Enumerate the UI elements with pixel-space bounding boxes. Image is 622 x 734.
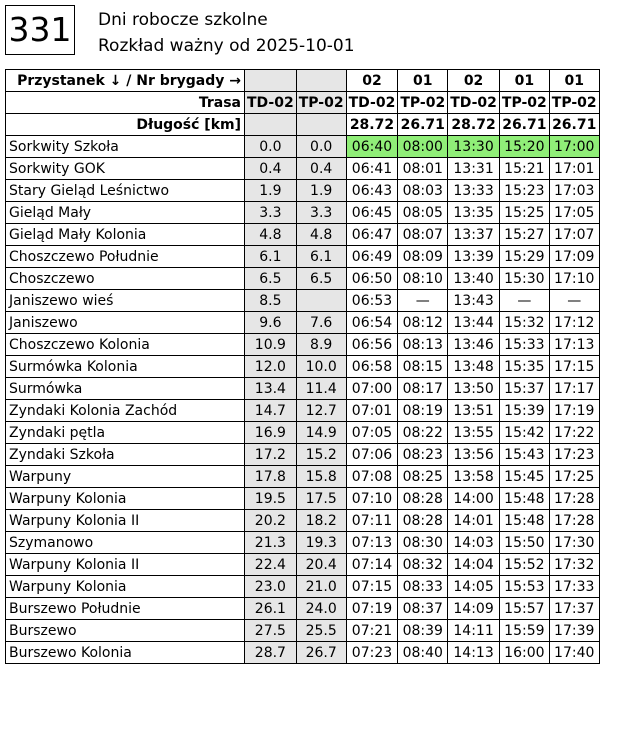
km-header-empty — [296, 114, 346, 136]
departure-time: 13:51 — [448, 400, 500, 422]
stop-km-tp: 14.9 — [296, 422, 346, 444]
departure-time: 07:23 — [346, 642, 398, 664]
departure-time: — — [549, 290, 599, 312]
departure-time: 13:39 — [448, 246, 500, 268]
km-header-empty — [245, 114, 297, 136]
brigade-number: 02 — [346, 70, 398, 92]
departure-time: 15:48 — [499, 488, 549, 510]
departure-time: 08:30 — [398, 532, 448, 554]
departure-time: 06:45 — [346, 202, 398, 224]
departure-time: 15:45 — [499, 466, 549, 488]
stop-km-tp: 17.5 — [296, 488, 346, 510]
departure-time: 15:42 — [499, 422, 549, 444]
brigade-number: 01 — [398, 70, 448, 92]
departure-time: 13:46 — [448, 334, 500, 356]
stop-row — [6, 400, 600, 422]
departure-time: 17:28 — [549, 488, 599, 510]
stop-row — [6, 378, 600, 400]
departure-time: 17:15 — [549, 356, 599, 378]
brigade-number: 02 — [448, 70, 500, 92]
stop-row — [6, 312, 600, 334]
brigade-row — [6, 70, 600, 92]
stop-name: Zyndaki pętla — [6, 422, 245, 444]
stop-km-tp: 1.9 — [296, 180, 346, 202]
stop-km-td: 3.3 — [245, 202, 297, 224]
departure-time: 06:49 — [346, 246, 398, 268]
departure-time: 15:57 — [499, 598, 549, 620]
departure-time: 08:15 — [398, 356, 448, 378]
stop-row — [6, 136, 600, 158]
km-header-empty — [245, 70, 297, 92]
stop-row — [6, 466, 600, 488]
trip-trasa: TP-02 — [398, 92, 448, 114]
trip-length: 26.71 — [398, 114, 448, 136]
departure-time: 08:09 — [398, 246, 448, 268]
trasa-label: Trasa — [6, 92, 245, 114]
corner-label: Przystanek ↓ / Nr brygady → — [6, 70, 245, 92]
stop-km-td: 0.4 — [245, 158, 297, 180]
stop-row — [6, 620, 600, 642]
departure-time: 15:53 — [499, 576, 549, 598]
schedule-day-type: Dni robocze szkolne — [98, 10, 268, 30]
trip-length: 28.72 — [346, 114, 398, 136]
stop-km-td: 0.0 — [245, 136, 297, 158]
departure-time: 08:12 — [398, 312, 448, 334]
stop-km-tp: 18.2 — [296, 510, 346, 532]
length-row — [6, 114, 600, 136]
departure-time: 17:33 — [549, 576, 599, 598]
route-number: 331 — [5, 5, 75, 55]
stop-km-td: 19.5 — [245, 488, 297, 510]
departure-time: 06:40 — [346, 136, 398, 158]
departure-time: 07:21 — [346, 620, 398, 642]
departure-time: 17:05 — [549, 202, 599, 224]
departure-time: 15:27 — [499, 224, 549, 246]
stop-name: Gieląd Mały — [6, 202, 245, 224]
stop-km-td: 6.1 — [245, 246, 297, 268]
departure-time: 13:30 — [448, 136, 500, 158]
stop-name: Stary Gieląd Leśnictwo — [6, 180, 245, 202]
departure-time: 08:00 — [398, 136, 448, 158]
stop-km-tp: 19.3 — [296, 532, 346, 554]
valid-from: Rozkład ważny od 2025-10-01 — [98, 36, 355, 56]
stop-km-td: 21.3 — [245, 532, 297, 554]
departure-time: 14:09 — [448, 598, 500, 620]
stop-km-tp: 0.0 — [296, 136, 346, 158]
stop-row — [6, 158, 600, 180]
stop-km-td: 27.5 — [245, 620, 297, 642]
departure-time: 14:11 — [448, 620, 500, 642]
stop-name: Surmówka Kolonia — [6, 356, 245, 378]
departure-time: 08:23 — [398, 444, 448, 466]
stop-km-tp: 12.7 — [296, 400, 346, 422]
trip-trasa: TP-02 — [499, 92, 549, 114]
departure-time: 08:25 — [398, 466, 448, 488]
departure-time: 08:17 — [398, 378, 448, 400]
departure-time: — — [398, 290, 448, 312]
departure-time: 07:05 — [346, 422, 398, 444]
departure-time: 07:06 — [346, 444, 398, 466]
stop-km-td: 22.4 — [245, 554, 297, 576]
departure-time: 13:35 — [448, 202, 500, 224]
stop-name: Choszczewo Kolonia — [6, 334, 245, 356]
stop-km-td: 13.4 — [245, 378, 297, 400]
stop-km-td: 28.7 — [245, 642, 297, 664]
departure-time: 06:47 — [346, 224, 398, 246]
stop-name: Sorkwity Szkoła — [6, 136, 245, 158]
departure-time: 07:13 — [346, 532, 398, 554]
stop-row — [6, 444, 600, 466]
stop-row — [6, 202, 600, 224]
departure-time: 08:28 — [398, 488, 448, 510]
stop-km-td: 14.7 — [245, 400, 297, 422]
departure-time: 17:32 — [549, 554, 599, 576]
departure-time: 06:43 — [346, 180, 398, 202]
stop-name: Gieląd Mały Kolonia — [6, 224, 245, 246]
departure-time: 13:48 — [448, 356, 500, 378]
stop-km-tp: 21.0 — [296, 576, 346, 598]
stop-km-td: 1.9 — [245, 180, 297, 202]
departure-time: 15:48 — [499, 510, 549, 532]
departure-time: 07:00 — [346, 378, 398, 400]
stop-row — [6, 356, 600, 378]
stop-km-tp: 6.1 — [296, 246, 346, 268]
departure-time: 17:10 — [549, 268, 599, 290]
departure-time: 14:05 — [448, 576, 500, 598]
departure-time: 17:40 — [549, 642, 599, 664]
timetable — [5, 69, 600, 664]
stop-row — [6, 510, 600, 532]
stop-name: Zyndaki Kolonia Zachód — [6, 400, 245, 422]
stop-name: Szymanowo — [6, 532, 245, 554]
trip-length: 26.71 — [549, 114, 599, 136]
departure-time: 06:50 — [346, 268, 398, 290]
departure-time: 13:33 — [448, 180, 500, 202]
stop-row — [6, 598, 600, 620]
departure-time: 17:19 — [549, 400, 599, 422]
departure-time: 15:29 — [499, 246, 549, 268]
departure-time: 08:19 — [398, 400, 448, 422]
stop-name: Janiszewo — [6, 312, 245, 334]
departure-time: 08:05 — [398, 202, 448, 224]
departure-time: 15:37 — [499, 378, 549, 400]
departure-time: 15:33 — [499, 334, 549, 356]
stop-km-td: 8.5 — [245, 290, 297, 312]
stop-name: Warpuny — [6, 466, 245, 488]
departure-time: 17:03 — [549, 180, 599, 202]
departure-time: 17:07 — [549, 224, 599, 246]
km-column-header: TP-02 — [296, 92, 346, 114]
stop-km-tp: 20.4 — [296, 554, 346, 576]
stop-km-td: 26.1 — [245, 598, 297, 620]
brigade-number: 01 — [499, 70, 549, 92]
departure-time: 17:09 — [549, 246, 599, 268]
departure-time: 08:28 — [398, 510, 448, 532]
stop-name: Surmówka — [6, 378, 245, 400]
stop-name: Warpuny Kolonia II — [6, 554, 245, 576]
departure-time: 07:10 — [346, 488, 398, 510]
trip-trasa: TD-02 — [448, 92, 500, 114]
departure-time: 08:13 — [398, 334, 448, 356]
stop-km-tp: 15.8 — [296, 466, 346, 488]
stop-km-td: 12.0 — [245, 356, 297, 378]
departure-time: 13:55 — [448, 422, 500, 444]
departure-time: 07:14 — [346, 554, 398, 576]
departure-time: 06:41 — [346, 158, 398, 180]
departure-time: 17:37 — [549, 598, 599, 620]
departure-time: 06:56 — [346, 334, 398, 356]
km-column-header: TD-02 — [245, 92, 297, 114]
departure-time: 17:12 — [549, 312, 599, 334]
stop-km-tp: 7.6 — [296, 312, 346, 334]
stop-name: Warpuny Kolonia II — [6, 510, 245, 532]
stop-km-td: 17.2 — [245, 444, 297, 466]
departure-time: 17:01 — [549, 158, 599, 180]
departure-time: 15:20 — [499, 136, 549, 158]
departure-time: 08:37 — [398, 598, 448, 620]
departure-time: 13:40 — [448, 268, 500, 290]
stop-name: Zyndaki Szkoła — [6, 444, 245, 466]
departure-time: — — [499, 290, 549, 312]
departure-time: 15:43 — [499, 444, 549, 466]
stop-km-tp — [296, 290, 346, 312]
stop-km-tp: 8.9 — [296, 334, 346, 356]
departure-time: 13:43 — [448, 290, 500, 312]
stop-km-tp: 11.4 — [296, 378, 346, 400]
departure-time: 07:11 — [346, 510, 398, 532]
stop-km-tp: 3.3 — [296, 202, 346, 224]
departure-time: 13:37 — [448, 224, 500, 246]
stop-km-tp: 15.2 — [296, 444, 346, 466]
stop-km-td: 4.8 — [245, 224, 297, 246]
stop-km-td: 20.2 — [245, 510, 297, 532]
stop-row — [6, 532, 600, 554]
stop-name: Warpuny Kolonia — [6, 488, 245, 510]
km-header-empty — [296, 70, 346, 92]
stop-km-tp: 26.7 — [296, 642, 346, 664]
departure-time: 17:22 — [549, 422, 599, 444]
departure-time: 13:31 — [448, 158, 500, 180]
stop-km-tp: 6.5 — [296, 268, 346, 290]
departure-time: 15:50 — [499, 532, 549, 554]
departure-time: 17:13 — [549, 334, 599, 356]
stop-name: Janiszewo wieś — [6, 290, 245, 312]
trip-trasa: TP-02 — [549, 92, 599, 114]
stop-km-td: 6.5 — [245, 268, 297, 290]
stop-row — [6, 180, 600, 202]
departure-time: 15:23 — [499, 180, 549, 202]
trasa-row — [6, 92, 600, 114]
departure-time: 08:03 — [398, 180, 448, 202]
stop-name: Warpuny Kolonia — [6, 576, 245, 598]
departure-time: 08:33 — [398, 576, 448, 598]
departure-time: 08:22 — [398, 422, 448, 444]
departure-time: 17:23 — [549, 444, 599, 466]
stop-name: Choszczewo — [6, 268, 245, 290]
trip-length: 28.72 — [448, 114, 500, 136]
stop-km-td: 9.6 — [245, 312, 297, 334]
stop-row — [6, 334, 600, 356]
stop-row — [6, 224, 600, 246]
departure-time: 15:52 — [499, 554, 549, 576]
departure-time: 13:56 — [448, 444, 500, 466]
stop-name: Burszewo — [6, 620, 245, 642]
stop-km-tp: 24.0 — [296, 598, 346, 620]
departure-time: 08:40 — [398, 642, 448, 664]
departure-time: 17:30 — [549, 532, 599, 554]
departure-time: 07:08 — [346, 466, 398, 488]
departure-time: 17:25 — [549, 466, 599, 488]
stop-row — [6, 554, 600, 576]
stop-row — [6, 576, 600, 598]
departure-time: 17:39 — [549, 620, 599, 642]
departure-time: 14:00 — [448, 488, 500, 510]
length-label: Długość [km] — [6, 114, 245, 136]
departure-time: 17:17 — [549, 378, 599, 400]
departure-time: 15:21 — [499, 158, 549, 180]
stop-row — [6, 268, 600, 290]
departure-time: 13:50 — [448, 378, 500, 400]
departure-time: 14:13 — [448, 642, 500, 664]
departure-time: 13:44 — [448, 312, 500, 334]
departure-time: 07:19 — [346, 598, 398, 620]
departure-time: 17:28 — [549, 510, 599, 532]
stop-km-tp: 25.5 — [296, 620, 346, 642]
departure-time: 07:01 — [346, 400, 398, 422]
departure-time: 08:07 — [398, 224, 448, 246]
departure-time: 06:58 — [346, 356, 398, 378]
departure-time: 15:30 — [499, 268, 549, 290]
departure-time: 15:59 — [499, 620, 549, 642]
departure-time: 07:15 — [346, 576, 398, 598]
stop-km-td: 23.0 — [245, 576, 297, 598]
departure-time: 15:32 — [499, 312, 549, 334]
departure-time: 14:01 — [448, 510, 500, 532]
departure-time: 08:10 — [398, 268, 448, 290]
departure-time: 06:53 — [346, 290, 398, 312]
stop-row — [6, 422, 600, 444]
departure-time: 06:54 — [346, 312, 398, 334]
trip-length: 26.71 — [499, 114, 549, 136]
stop-name: Sorkwity GOK — [6, 158, 245, 180]
departure-time: 08:01 — [398, 158, 448, 180]
departure-time: 16:00 — [499, 642, 549, 664]
stop-name: Choszczewo Południe — [6, 246, 245, 268]
stop-km-tp: 4.8 — [296, 224, 346, 246]
departure-time: 14:04 — [448, 554, 500, 576]
departure-time: 15:25 — [499, 202, 549, 224]
departure-time: 15:39 — [499, 400, 549, 422]
stop-km-td: 10.9 — [245, 334, 297, 356]
departure-time: 08:39 — [398, 620, 448, 642]
departure-time: 15:35 — [499, 356, 549, 378]
stop-km-td: 16.9 — [245, 422, 297, 444]
stop-name: Burszewo Kolonia — [6, 642, 245, 664]
stop-row — [6, 290, 600, 312]
departure-time: 17:00 — [549, 136, 599, 158]
stop-km-td: 17.8 — [245, 466, 297, 488]
stop-row — [6, 642, 600, 664]
departure-time: 14:03 — [448, 532, 500, 554]
stop-row — [6, 246, 600, 268]
stop-km-tp: 10.0 — [296, 356, 346, 378]
stop-name: Burszewo Południe — [6, 598, 245, 620]
stop-row — [6, 488, 600, 510]
departure-time: 13:58 — [448, 466, 500, 488]
stop-km-tp: 0.4 — [296, 158, 346, 180]
brigade-number: 01 — [549, 70, 599, 92]
departure-time: 08:32 — [398, 554, 448, 576]
trip-trasa: TD-02 — [346, 92, 398, 114]
